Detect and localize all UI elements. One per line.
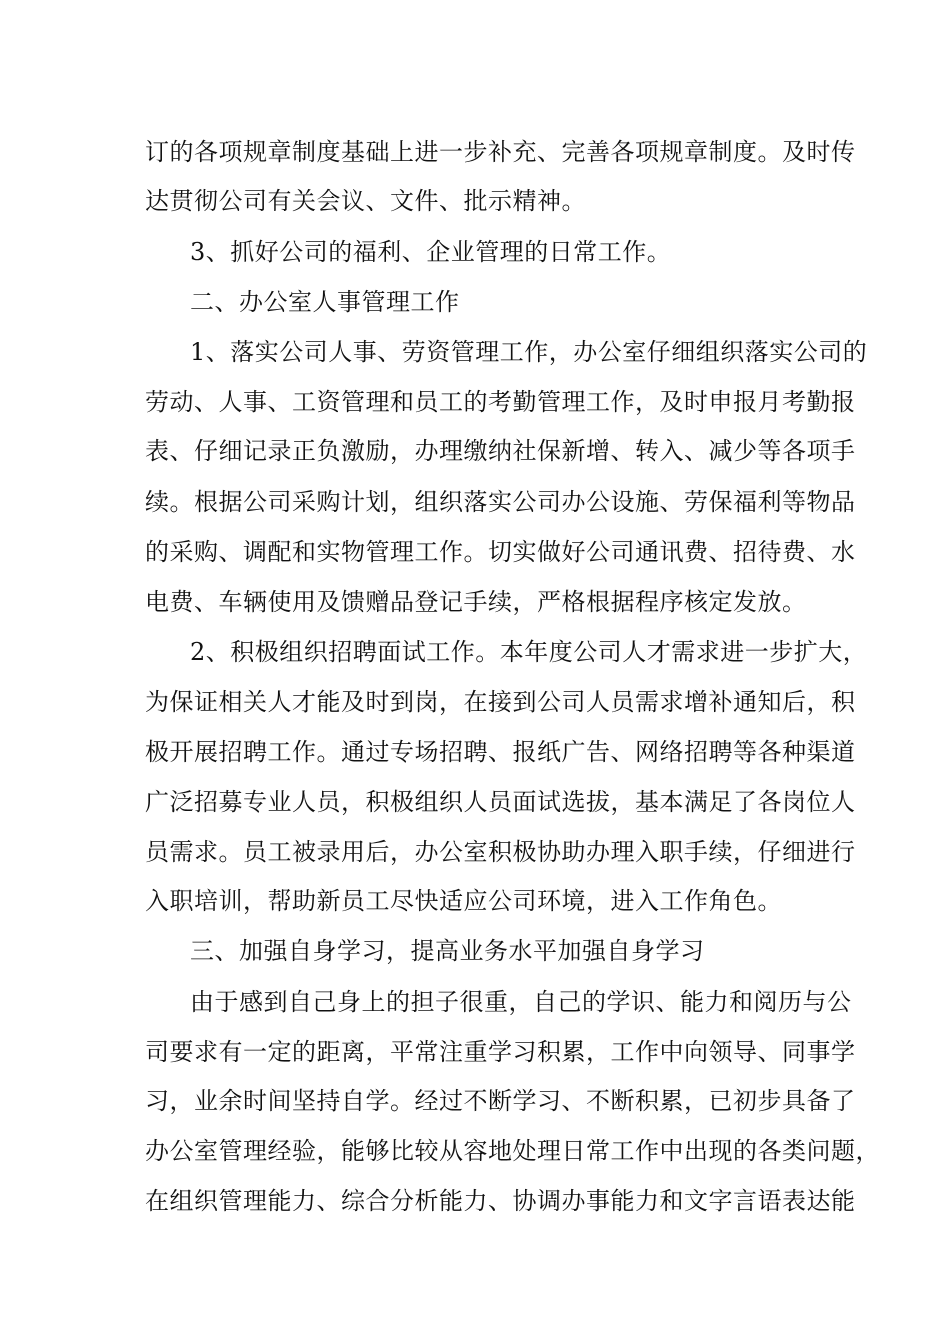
text-line: 办公室管理经验，能够比较从容地处理日常工作中出现的各类问题，: [145, 1137, 880, 1165]
text-line: 员需求。员工被录用后，办公室积极协助办理入职手续，仔细进行: [145, 838, 856, 866]
text-line: 在组织管理能力、综合分析能力、协调办事能力和文字言语表达能: [145, 1187, 856, 1215]
text-line: 订的各项规章制度基础上进一步补充、完善各项规章制度。及时传: [145, 138, 856, 166]
text-line: 司要求有一定的距离，平常注重学习积累，工作中向领导、同事学: [145, 1038, 856, 1066]
text-line: 的采购、调配和实物管理工作。切实做好公司通讯费、招待费、水: [145, 538, 856, 566]
text-line: 为保证相关人才能及时到岗，在接到公司人员需求增补通知后，积: [145, 688, 856, 716]
paragraph-first-line: 3、抓好公司的福利、企业管理的日常工作。: [190, 238, 672, 266]
section-heading: 二、办公室人事管理工作: [190, 288, 460, 316]
text-line: 续。根据公司采购计划，组织落实公司办公设施、劳保福利等物品: [145, 488, 856, 516]
paragraph-first-line: 2、积极组织招聘面试工作。本年度公司人才需求进一步扩大，: [190, 638, 868, 666]
text-line: 电费、车辆使用及馈赠品登记手续，严格根据程序核定发放。: [145, 588, 807, 616]
text-line: 表、仔细记录正负激励，办理缴纳社保新增、转入、减少等各项手: [145, 437, 856, 465]
text-line: 达贯彻公司有关会议、文件、批示精神。: [145, 187, 586, 215]
text-line: 习，业余时间坚持自学。经过不断学习、不断积累，已初步具备了: [145, 1087, 856, 1115]
text-line: 极开展招聘工作。通过专场招聘、报纸广告、网络招聘等各种渠道: [145, 738, 856, 766]
text-line: 入职培训，帮助新员工尽快适应公司环境，进入工作角色。: [145, 887, 782, 915]
paragraph-first-line: 由于感到自己身上的担子很重，自己的学识、能力和阅历与公: [190, 988, 852, 1016]
text-line: 劳动、人事、工资管理和员工的考勤管理工作，及时申报月考勤报: [145, 388, 856, 416]
text-line: 广泛招募专业人员，积极组织人员面试选拔，基本满足了各岗位人: [145, 788, 856, 816]
paragraph-first-line: 1、落实公司人事、劳资管理工作，办公室仔细组织落实公司的: [190, 338, 868, 366]
section-heading: 三、加强自身学习，提高业务水平加强自身学习: [190, 937, 705, 965]
